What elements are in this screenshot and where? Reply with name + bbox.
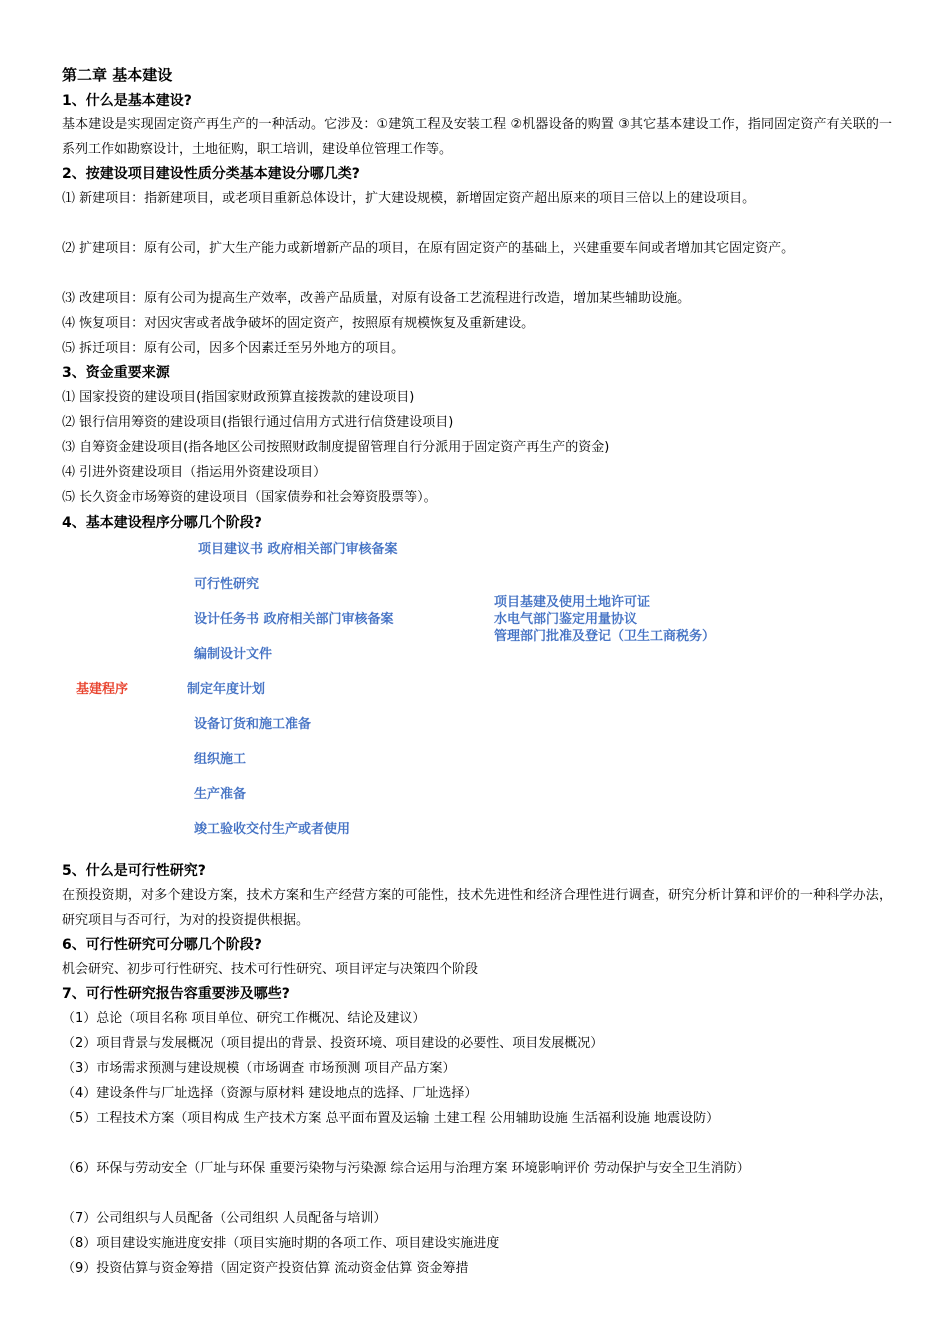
q3-item-2: ⑵ 银行信用筹资的建设项目(指银行通过信用方式进行信贷建设项目) [62,415,454,430]
diagram-step-9: 竣工验收交付生产或者使用 [194,822,351,837]
q2-item-2: ⑵ 扩建项目：原有公司，扩大生产能力或新增新产品的项目，在原有固定资产的基础上，兴建重要车间或者增加其它固定资产。 [62,241,795,256]
q3-item-5: ⑸ 长久资金市场筹资的建设项目（国家债券和社会筹资股票等）。 [62,490,437,505]
q7-item-3: （3）市场需求预测与建设规模（市场调查 市场预测 项目产品方案） [62,1061,456,1076]
q2-item-5: ⑸ 拆迁项目：原有公司，因多个因素迁至另外地方的项目。 [62,341,405,356]
q3-item-3: ⑶ 自筹资金建设项目(指各地区公司按照财政制度提留管理自行分派用于固定资产再生产的资金) [62,440,610,455]
q2-item-1: ⑴ 新建项目：指新建项目，或老项目重新总体设计，扩大建设规模，新增固定资产超出原来的项目三倍以上的建设项目。 [62,191,756,206]
chapter-title: 第二章 基本建设 [62,66,173,84]
q7-item-1: （1）总论（项目名称 项目单位、研究工作概况、结论及建议） [62,1011,426,1026]
diagram-step-5: 制定年度计划 [187,682,266,697]
diagram-step-7: 组织施工 [194,752,247,767]
diagram-step-6: 设备订货和施工准备 [194,717,312,732]
q7-item-5: （5）工程技术方案（项目构成 生产技术方案 总平面布置及运输 土建工程 公用辅助设施 生活福利设施 地震设防） [62,1111,720,1126]
diagram-step-2: 可行性研究 [194,577,260,592]
q6-heading: 6、可行性研究可分哪几个阶段? [62,937,262,953]
q4-heading: 4、基本建设程序分哪几个阶段? [62,515,262,531]
q6-answer: 机会研究、初步可行性研究、技术可行性研究、项目评定与决策四个阶段 [62,962,479,977]
q7-item-8: （8）项目建设实施进度安排（项目实施时期的各项工作、项目建设实施进度 [62,1236,500,1251]
q2-heading: 2、按建设项目建设性质分类基本建设分哪几类? [62,166,360,182]
diagram-step-3: 设计任务书 政府相关部门审核备案 [194,612,394,627]
q5-answer: 在预投资期，对多个建设方案，技术方案和生产经营方案的可能性，技术先进性和经济合理性进行调查，研究分析计算和评价的一种科学办法，研究项目与否可行，为对的投资提供根据。 [62,888,892,928]
diagram-root-label: 基建程序 [76,682,129,697]
q5-heading: 5、什么是可行性研究? [62,863,206,879]
q7-heading: 7、可行性研究报告容重要涉及哪些? [62,986,290,1002]
q7-item-4: （4）建设条件与厂址选择（资源与原材料 建设地点的选择、厂址选择） [62,1086,478,1101]
q7-item-2: （2）项目背景与发展概况（项目提出的背景、投资环境、项目建设的必要性、项目发展概况） [62,1036,604,1051]
q2-item-4: ⑷ 恢复项目：对因灾害或者战争破坏的固定资产，按照原有规模恢复及重新建设。 [62,316,535,331]
q3-item-1: ⑴ 国家投资的建设项目(指国家财政预算直接拨款的建设项目) [62,390,415,405]
q7-item-6: （6）环保与劳动安全（厂址与环保 重要污染物与污染源 综合运用与治理方案 环境影响评价 劳动保护与安全卫生消防） [62,1161,750,1176]
q3-heading: 3、资金重要来源 [62,365,170,381]
diagram-step-4: 编制设计文件 [194,647,273,662]
diagram-step-8: 生产准备 [194,787,247,802]
diagram-side-3: 管理部门批准及登记（卫生工商税务） [494,629,716,644]
diagram-side-1: 项目基建及使用土地许可证 [494,595,651,610]
diagram-step-1: 项目建议书 政府相关部门审核备案 [198,542,398,557]
diagram-side-2: 水电气部门鉴定用量协议 [494,612,638,627]
q7-item-7: （7）公司组织与人员配备（公司组织 人员配备与培训） [62,1211,387,1226]
q3-item-4: ⑷ 引进外资建设项目（指运用外资建设项目） [62,465,327,480]
q1-answer: 基本建设是实现固定资产再生产的一种活动。它涉及：①建筑工程及安装工程 ②机器设备的购置 ③其它基本建设工作，指同固定资产有关联的一系列工作如勘察设计，土地征购，职工培训，建设单位管理工作等。 [62,117,892,157]
q7-item-9: （9）投资估算与资金筹措（固定资产投资估算 流动资金估算 资金筹措 [62,1261,469,1276]
construction-procedure-diagram [0,530,950,850]
q2-item-3: ⑶ 改建项目：原有公司为提高生产效率，改善产品质量，对原有设备工艺流程进行改造，增加某些辅助设施。 [62,291,691,306]
q1-heading: 1、什么是基本建设? [62,93,192,109]
